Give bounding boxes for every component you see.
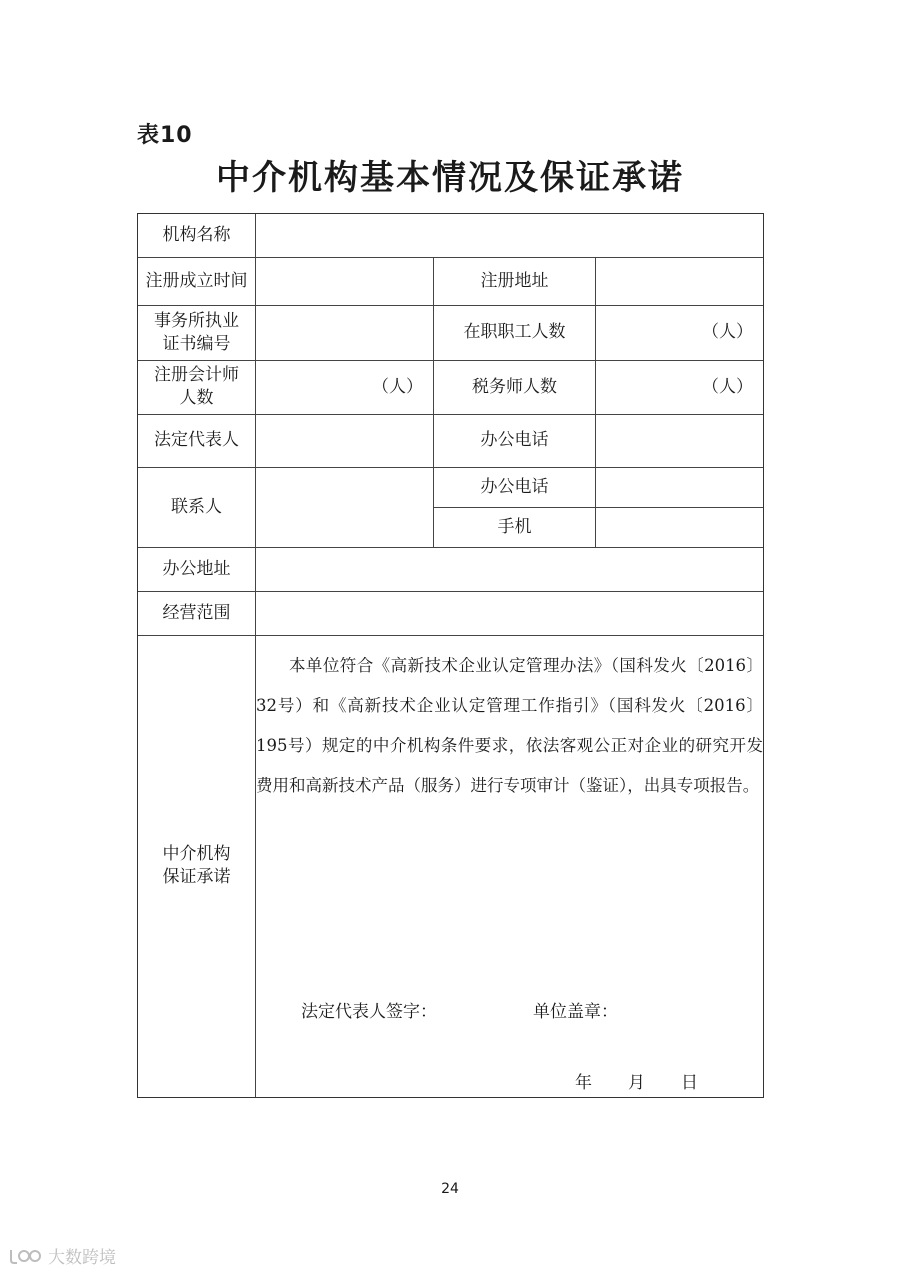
reg-address-field[interactable] — [596, 257, 763, 305]
business-scope-label: 经营范围 — [162, 602, 231, 623]
office-phone-label: 办公电话 — [480, 430, 549, 450]
watermark — [8, 1243, 116, 1268]
office-address-field[interactable] — [256, 547, 763, 591]
staff-count-label: 在职职工人数 — [463, 322, 566, 342]
office-address-label: 办公地址 — [162, 558, 231, 579]
contact-label: 联系人 — [171, 496, 222, 517]
date-year-label: 年 — [575, 1073, 592, 1093]
watermark-text: 大数跨境 — [48, 1248, 116, 1268]
date-day-label: 日 — [681, 1073, 698, 1093]
info-table — [137, 213, 764, 1098]
staff-count-field[interactable]: （人） — [702, 322, 753, 342]
license-no-label: 事务所执业证书编号 — [154, 310, 239, 354]
tax-agent-count-label: 税务师人数 — [472, 376, 557, 397]
cpa-count-field[interactable]: （人） — [372, 376, 423, 397]
legal-rep-field[interactable] — [256, 414, 433, 467]
business-scope-field[interactable] — [256, 591, 763, 635]
org-name-label: 机构名称 — [162, 225, 231, 245]
pledge-label: 中介机构保证承诺 — [162, 844, 231, 887]
pledge-text: 本单位符合《高新技术企业认定管理办法》（国科发火〔2016〕32号）和《高新技术企业认定管理工作指引》（国科发火〔2016〕195号）规定的中介机构条件要求，依法客观公正对企业的研究开发费用和高新技术产品（服务）进行专项审计（鉴证），出具专项报告。 — [256, 656, 763, 795]
legal-rep-label: 法定代表人 — [154, 430, 239, 450]
license-no-field[interactable] — [256, 305, 433, 360]
tax-agent-count-field[interactable]: （人） — [702, 376, 753, 397]
mobile-label: 手机 — [497, 516, 532, 537]
legal-rep-signature-label: 法定代表人签字： — [301, 1002, 437, 1022]
watermark-logo-icon — [8, 1246, 42, 1266]
reg-date-label: 注册成立时间 — [145, 270, 248, 291]
page-title: 中介机构基本情况及保证承诺 — [216, 158, 684, 198]
contact-phone-field[interactable] — [596, 467, 763, 507]
reg-date-field[interactable] — [256, 257, 433, 305]
page-number: 24 — [441, 1181, 459, 1197]
reg-address-label: 注册地址 — [480, 270, 549, 291]
pledge-section — [138, 635, 763, 1097]
org-name-field[interactable] — [256, 214, 763, 257]
cpa-count-label: 注册会计师人数 — [154, 365, 239, 408]
mobile-field[interactable] — [596, 507, 763, 547]
seal-label: 单位盖章： — [533, 1002, 618, 1022]
contact-phone-label: 办公电话 — [480, 476, 549, 497]
table-number: 表10 — [137, 123, 193, 148]
date-month-label: 月 — [628, 1073, 645, 1093]
office-phone-field[interactable] — [596, 414, 763, 467]
contact-field[interactable] — [256, 467, 433, 547]
